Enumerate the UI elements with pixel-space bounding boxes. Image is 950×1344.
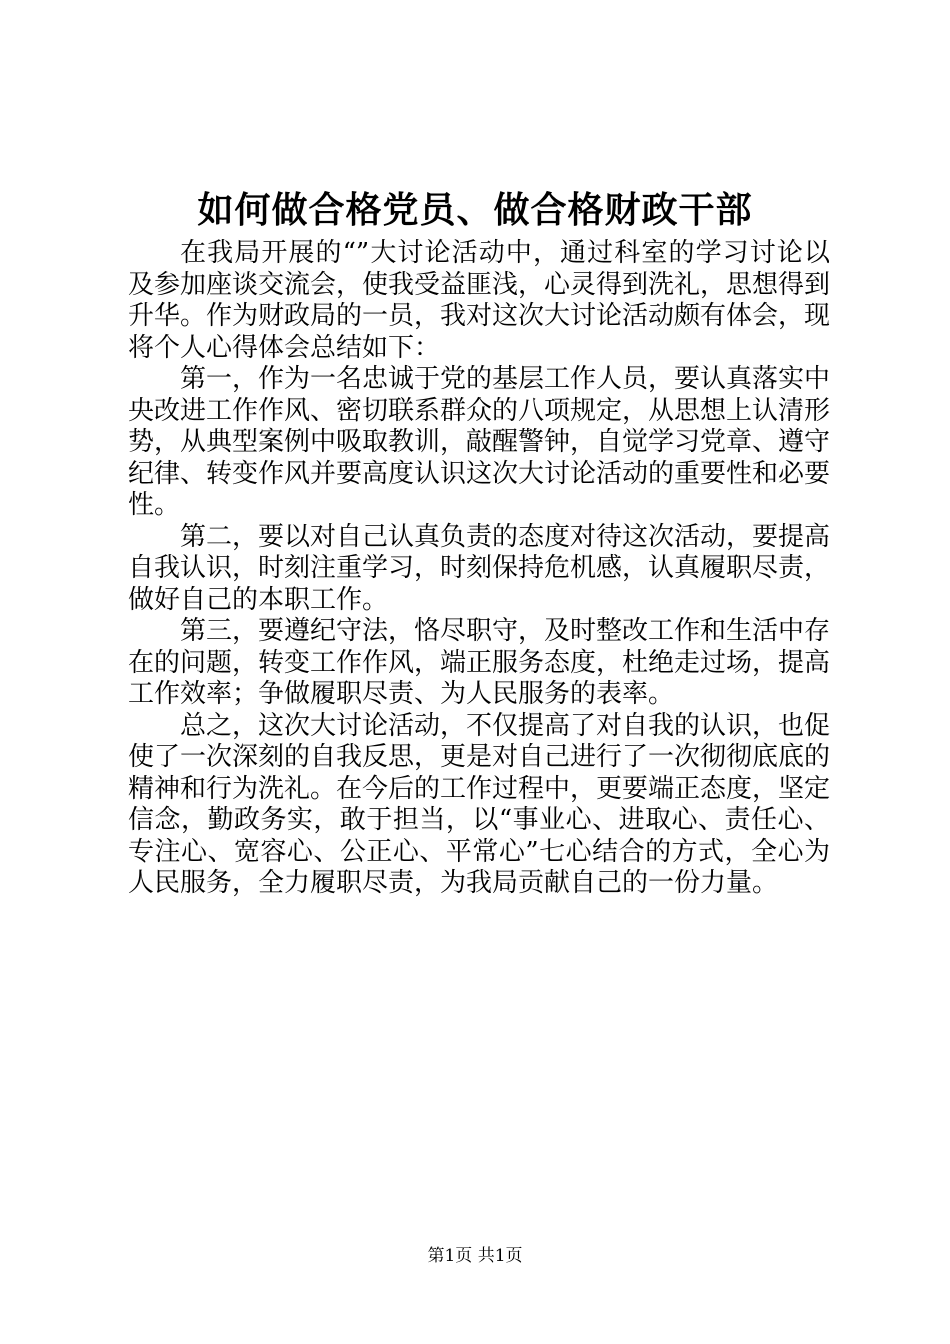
document-title: 如何做合格党员、做合格财政干部 <box>197 189 753 231</box>
page-number-footer: 第1页 共1页 <box>427 1246 523 1266</box>
paragraph-conclusion: 总之，这次大讨论活动，不仅提高了对自我的认识，也促使了一次深刻的自我反思，更是对自己进行了一次彻彻底底的精神和行为洗礼。在今后的工作过程中，更要端正态度，坚定信念，勤政务实，敢于担当，以“事业心、进取心、责任心、专注心、宽容心、公正心、平常心”七心结合的方式，全心为人民服务，全力履职尽责，为我局贡献自己的一份力量。 <box>128 710 831 898</box>
document-body <box>128 238 830 900</box>
paragraph-third-point: 第三，要遵纪守法，恪尽职守，及时整改工作和生活中存在的问题，转变工作作风，端正服务态度，杜绝走过场，提高工作效率；争做履职尽责、为人民服务的表率。 <box>128 616 831 709</box>
paragraph-first-point: 第一，作为一名忠诚于党的基层工作人员，要认真落实中央改进工作作风、密切联系群众的八项规定，从思想上认清形势，从典型案例中吸取教训，敲醒警钟，自觉学习党章、遵守纪律、转变作风并要高度认识这次大讨论活动的重要性和必要性。 <box>128 364 831 520</box>
paragraph-intro: 在我局开展的“”大讨论活动中，通过科室的学习讨论以及参加座谈交流会，使我受益匪浅，心灵得到洗礼，思想得到升华。作为财政局的一员，我对这次大讨论活动颇有体会，现将个人心得体会总结如下： <box>128 238 831 363</box>
paragraph-second-point: 第二，要以对自己认真负责的态度对待这次活动，要提高自我认识，时刻注重学习，时刻保持危机感，认真履职尽责，做好自己的本职工作。 <box>128 521 831 615</box>
